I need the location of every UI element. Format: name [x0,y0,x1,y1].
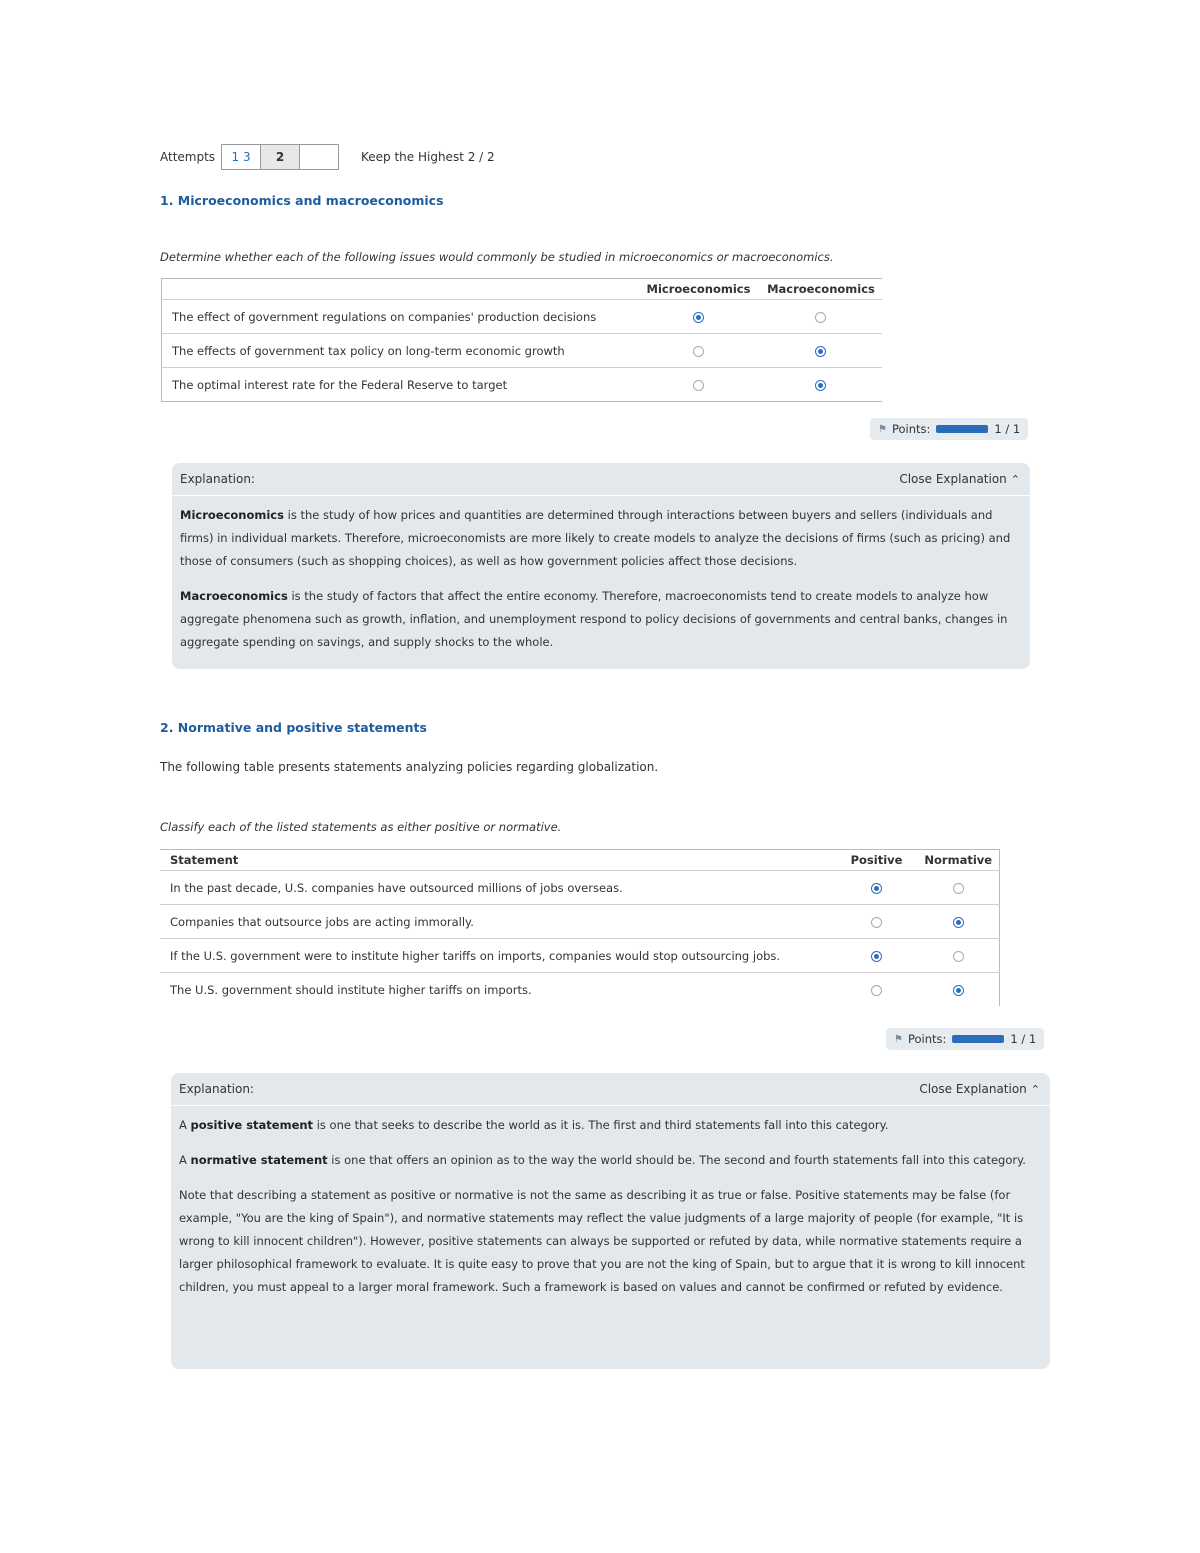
attempts-label: Attempts [160,150,216,164]
q1-points-value: 1 / 1 [994,422,1021,436]
table-row [160,905,1000,939]
q2-row-1-normative-radio[interactable] [953,883,964,894]
q1-row-2-macro-radio[interactable] [815,346,826,357]
question-2-instruction: Classify each of the listed statements as either positive or normative. [160,820,562,834]
q2-p2-pre: A [179,1153,191,1167]
q2-positive-text: is one that seeks to describe the world as it is. The first and third statements fall into this category. [313,1118,889,1132]
q1-explanation-p1 [180,504,1022,573]
q2-col-statement: Statement [170,853,239,867]
q2-points-label: Points: [907,1032,947,1046]
q1-row-1-macro-radio[interactable] [815,312,826,323]
q1-row-1-micro-radio[interactable] [693,312,704,323]
question-1-instruction: Determine whether each of the following issues would commonly be studied in microeconomics or macroeconomics. [160,250,834,264]
chevron-up-icon: ⌃ [1010,473,1020,486]
q2-row-4-normative-radio[interactable] [953,985,964,996]
q2-row-3-positive-radio[interactable] [871,951,882,962]
q1-macro-text: is the study of factors that affect the entire economy. Therefore, macroeconomists tend to create models to analyze how aggregate phenomena such as growth, inflation, and unemployment respond to policy decisions of governments and central banks, changes in aggregate spending on savings, and supply shocks to the whole. [180,589,1008,649]
attempt-1-button[interactable]: 1 3 [222,145,261,169]
q2-p1-pre: A [179,1118,191,1132]
table-row [160,939,1000,973]
q2-row-3-normative-radio[interactable] [953,951,964,962]
q1-close-explanation-button[interactable] [899,472,1020,486]
question-2-title: 2. Normative and positive statements [160,720,427,735]
q2-close-label: Close Explanation [919,1082,1027,1096]
q2-points-value: 1 / 1 [1010,1032,1037,1046]
table-row [160,871,1000,905]
q1-row-3-macro-radio[interactable] [815,380,826,391]
q1-row-2-micro-radio[interactable] [693,346,704,357]
q1-row-2-text: The effects of government tax policy on long-term economic growth [162,334,638,368]
table-row [162,368,883,402]
chevron-up-icon: ⌃ [1030,1083,1040,1096]
q2-row-2-positive-radio[interactable] [871,917,882,928]
q2-explanation-p3: Note that describing a statement as positive or normative is not the same as describing it as true or false. Positive statements may be false (for example, "You are the king of Spain"), and normative statements may reflect the value judgments of a large majority of people (for example, "It is wrong to kill innocent children"). However, positive statements can always be supported or refuted by data, while normative statements require a larger philosophical framework to evaluate. It is quite easy to prove that you are not the king of Spain, but to argue that it is wrong to kill innocent children, you must appeal to a larger moral framework. Such a framework is based on values and cannot be confirmed or refuted by evidence. [179,1188,1025,1294]
question-2-prompt: The following table presents statements analyzing policies regarding globalization. [160,760,659,774]
q1-row-3-micro-radio[interactable] [693,380,704,391]
q1-micro-text: is the study of how prices and quantities are determined through interactions between buyers and sellers (individuals and firms) in individual markets. Therefore, microeconomists are more likely to create models to analyze the decisions of firms (such as pricing) and those of consumers (such as shopping choices), as well as how government policies affect those decisions. [180,508,1011,568]
q2-close-explanation-button[interactable] [919,1082,1040,1096]
q2-explanation-label: Explanation: [179,1082,254,1096]
q1-explanation-panel [172,463,1030,669]
q1-explanation-p2 [180,585,1022,654]
q1-term-micro: Microeconomics [180,508,284,522]
points-icon: ⚑ [878,423,887,435]
q1-col-macro: Macroeconomics [767,282,875,296]
q2-row-4-positive-radio[interactable] [871,985,882,996]
q1-term-macro: Macroeconomics [180,589,288,603]
table-row [160,973,1000,1007]
q2-row-2-text: Companies that outsource jobs are acting immorally. [160,905,836,939]
q2-term-positive: positive statement [190,1118,314,1132]
q2-explanation-panel [171,1073,1050,1369]
q2-col-normative: Normative [924,853,993,867]
q1-close-label: Close Explanation [899,472,1007,486]
q1-points-label: Points: [891,422,931,436]
q2-row-1-positive-radio[interactable] [871,883,882,894]
keep-highest-score: Keep the Highest 2 / 2 [361,150,495,164]
attempt-2-button[interactable]: 2 [261,145,300,169]
points-icon: ⚑ [894,1033,903,1045]
question-1-table [161,278,882,402]
q2-row-1-text: In the past decade, U.S. companies have outsourced millions of jobs overseas. [160,871,836,905]
question-2-table [160,849,1000,1006]
attempts-selector [160,144,339,170]
question-1-title: 1. Microeconomics and macroeconomics [160,193,444,208]
q1-points-bar [936,425,988,433]
q1-points-badge [870,418,1028,440]
q1-col-blank [162,279,638,300]
q1-row-3-text: The optimal interest rate for the Federal Reserve to target [162,368,638,402]
table-row [162,300,883,334]
q2-normative-text: is one that offers an opinion as to the way the world should be. The second and fourth statements fall into this category. [327,1153,1026,1167]
q2-points-bar [952,1035,1004,1043]
attempt-3-button[interactable] [300,145,338,169]
q2-row-2-normative-radio[interactable] [953,917,964,928]
q2-term-normative: normative statement [190,1153,328,1167]
q2-explanation-p1 [179,1114,1042,1137]
q2-explanation-p2 [179,1149,1042,1172]
q2-row-4-text: The U.S. government should institute higher tariffs on imports. [160,973,836,1007]
table-row [162,334,883,368]
attempt-boxes [221,144,339,170]
q2-col-positive: Positive [850,853,903,867]
q1-row-1-text: The effect of government regulations on companies' production decisions [162,300,638,334]
q1-col-micro: Microeconomics [646,282,751,296]
q2-row-3-text: If the U.S. government were to institute higher tariffs on imports, companies would stop outsourcing jobs. [160,939,836,973]
q2-points-badge [886,1028,1044,1050]
q1-explanation-label: Explanation: [180,472,255,486]
